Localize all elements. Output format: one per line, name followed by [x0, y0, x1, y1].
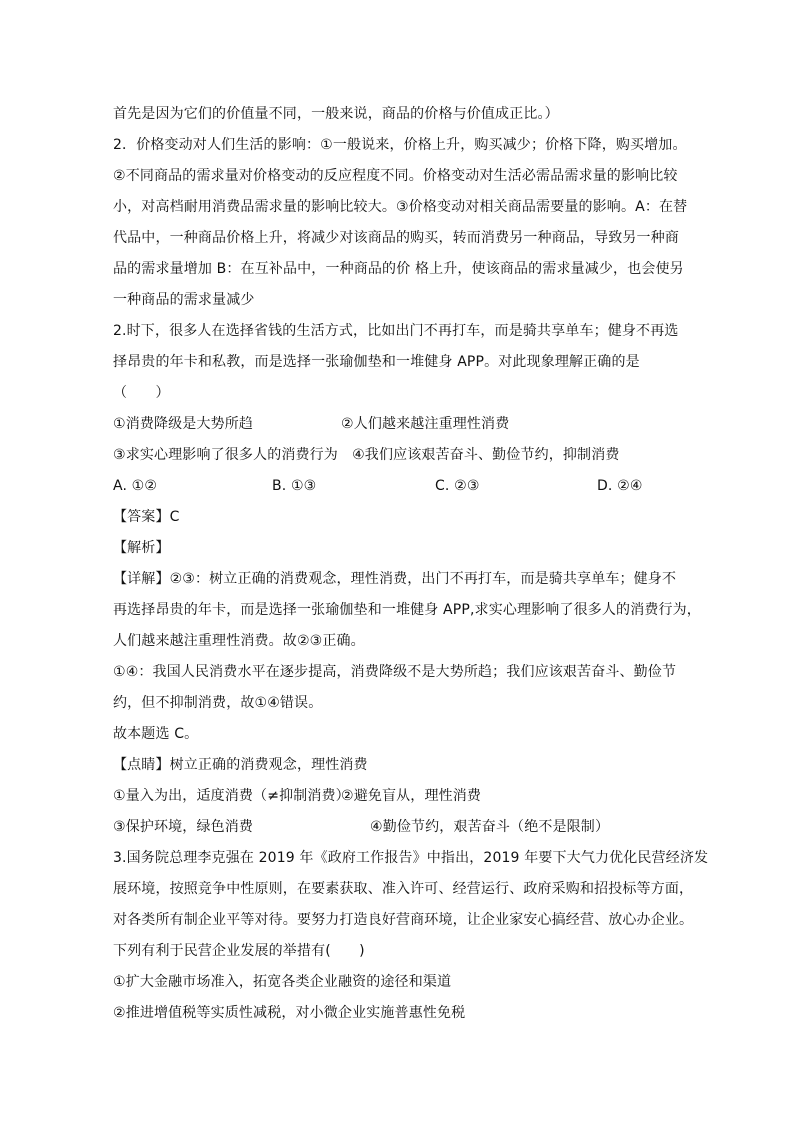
text-line: 品的需求量增加 B：在互补品中，一种商品的价 格上升，使该商品的需求量减少，也会使另: [113, 261, 684, 277]
tip-title: 【点睛】树立正确的消费观念，理性消费: [113, 757, 368, 773]
question-3-stem: 3.国务院总理李克强在 2019 年《政府工作报告》中指出，2019 年要下大气力优化民营经济发: [113, 850, 709, 866]
statement-1: ①消费降级是大势所趋: [113, 416, 254, 432]
analysis-label: 【解析】: [113, 540, 170, 556]
question-2-stem: 2.时下，很多人在选择省钱的生活方式，比如出门不再打车，而是骑共享单车；健身不再选: [113, 323, 679, 339]
statement-2: ②人们越来越注重理性消费: [341, 416, 510, 432]
statement-row: ③求实心理影响了很多人的消费行为 ④我们应该艰苦奋斗、勤俭节约，抑制消费: [113, 447, 620, 463]
tip-item: ③保护环境，绿色消费: [113, 819, 254, 835]
statement-row: ①扩大金融市场准入，拓宽各类企业融资的途径和渠道: [113, 974, 452, 990]
tip-row: [113, 812, 693, 843]
question-2-blank: （ ）: [113, 385, 170, 401]
question-3-stem: 下列有利于民营企业发展的举措有( ): [113, 943, 365, 959]
answer-label: 【答案】C: [113, 509, 180, 525]
text-line: 小，对高档耐用消费品需求量的影响比较大。③价格变动对相关商品需要量的影响。A：在替: [113, 199, 688, 215]
detail-text: 故本题选 C。: [113, 726, 199, 742]
statement-row: [113, 409, 693, 440]
tip-item: ④勤俭节约，艰苦奋斗（绝不是限制）: [370, 819, 610, 835]
detail-text: 约，但不抑制消费，故①④错误。: [113, 695, 323, 711]
detail-text: ①④：我国人民消费水平在逐步提高，消费降级不是大势所趋；我们应该艰苦奋斗、勤俭节: [113, 664, 677, 680]
question-3-stem: 展环境，按照竞争中性原则，在要素获取、准入许可、经营运行、政府采购和招投标等方面，: [113, 881, 694, 897]
tip-item: ①量入为出，适度消费（≠抑制消费）: [113, 788, 350, 804]
options-row: [113, 471, 693, 502]
statement-row: ②推进增值税等实质性减税，对小微企业实施普惠性免税: [113, 1005, 466, 1021]
option-b: B. ①③: [272, 478, 317, 494]
tip-item: ②避免盲从，理性消费: [341, 788, 482, 804]
detail-text: 再选择昂贵的年卡，而是选择一张瑜伽垫和一堆健身 APP,求实心理影响了很多人的消费行为，: [113, 602, 701, 618]
option-c: C. ②③: [435, 478, 480, 494]
question-3-stem: 对各类所有制企业平等对待。要努力打造良好营商环境，让企业家安心搞经营、放心办企业。: [113, 912, 694, 928]
option-a: A. ①②: [113, 478, 158, 494]
question-2-stem: 择昂贵的年卡和私教，而是选择一张瑜伽垫和一堆健身 APP。对此现象理解正确的是: [113, 354, 640, 370]
detail-text: 【详解】②③：树立正确的消费观念，理性消费，出门不再打车，而是骑共享单车；健身不: [113, 571, 677, 587]
option-d: D. ②④: [597, 478, 643, 494]
document-body: [113, 99, 709, 1029]
text-line: 首先是因为它们的价值量不同，一般来说，商品的价格与价值成正比。）: [113, 106, 559, 122]
text-line: ②不同商品的需求量对价格变动的反应程度不同。价格变动对生活必需品需求量的影响比较: [113, 168, 678, 184]
detail-text: 人们越来越注重理性消费。故②③正确。: [113, 633, 365, 649]
text-line: 2．价格变动对人们生活的影响：①一般说来，价格上升，购买减少；价格下降，购买增加。: [113, 137, 687, 153]
text-line: 代品中，一种商品价格上升，将减少对该商品的购买，转而消费另一种商品，导致另一种商: [113, 230, 679, 246]
text-line: 一种商品的需求量减少: [113, 292, 255, 308]
tip-row: [113, 781, 693, 812]
